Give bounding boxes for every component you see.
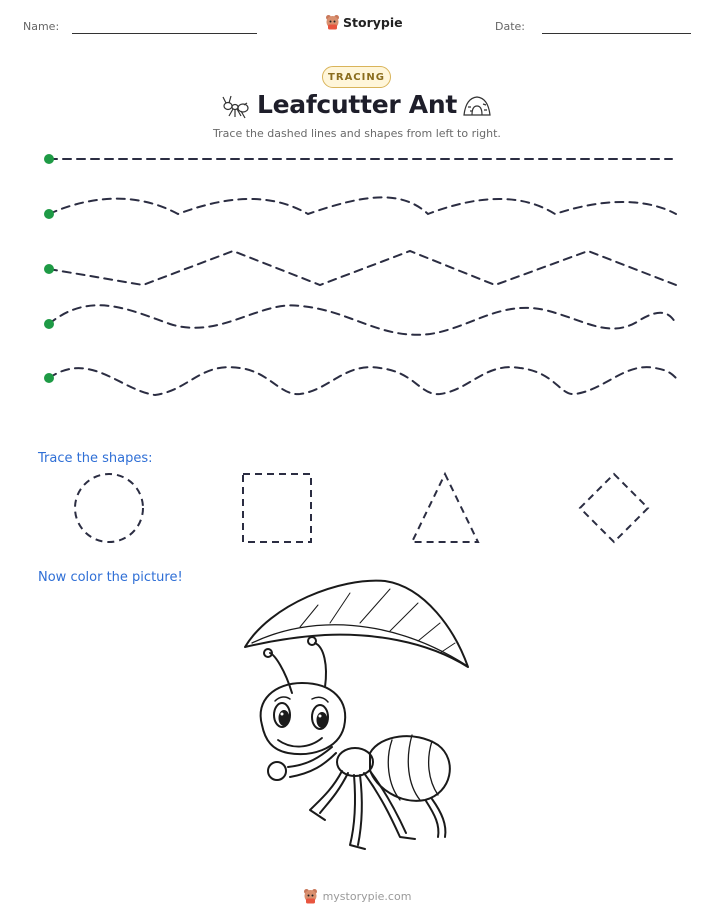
name-field[interactable] — [72, 33, 257, 34]
tracing-shapes — [0, 470, 714, 550]
name-label: Name: — [23, 20, 60, 33]
leaf — [245, 581, 468, 667]
brand-logo — [325, 14, 403, 30]
shapes-label: Trace the shapes: — [38, 451, 153, 466]
brand-name: Storypie — [343, 14, 403, 30]
diamond-shape — [580, 474, 648, 542]
instructions: Trace the dashed lines and shapes from left to right. — [213, 127, 501, 140]
color-label: Now color the picture! — [38, 570, 183, 585]
start-dot — [44, 319, 54, 329]
page-title: Leafcutter Ant — [256, 90, 458, 119]
tracing-line-wave-2 — [49, 305, 676, 335]
triangle-shape — [412, 474, 478, 542]
circle-shape — [75, 474, 143, 542]
date-field[interactable] — [542, 33, 691, 34]
storypie-mascot-icon — [303, 888, 318, 904]
tracing-line-wave — [49, 197, 676, 214]
tracing-line-bump — [49, 367, 676, 395]
ant-leaf-illustration — [240, 575, 475, 860]
storypie-mascot-icon — [325, 14, 340, 30]
start-dot — [44, 373, 54, 383]
tracing-lines — [0, 140, 714, 400]
square-shape — [243, 474, 311, 542]
tracing-badge: TRACING — [322, 66, 391, 88]
footer-url[interactable]: mystorypie.com — [322, 889, 412, 903]
anthill-icon — [462, 95, 492, 117]
start-dot — [44, 209, 54, 219]
date-label: Date: — [495, 20, 525, 33]
footer — [0, 888, 714, 904]
tracing-line-zigzag — [49, 251, 676, 285]
start-dot — [44, 154, 54, 164]
start-dot — [44, 264, 54, 274]
ant-head — [261, 683, 346, 754]
